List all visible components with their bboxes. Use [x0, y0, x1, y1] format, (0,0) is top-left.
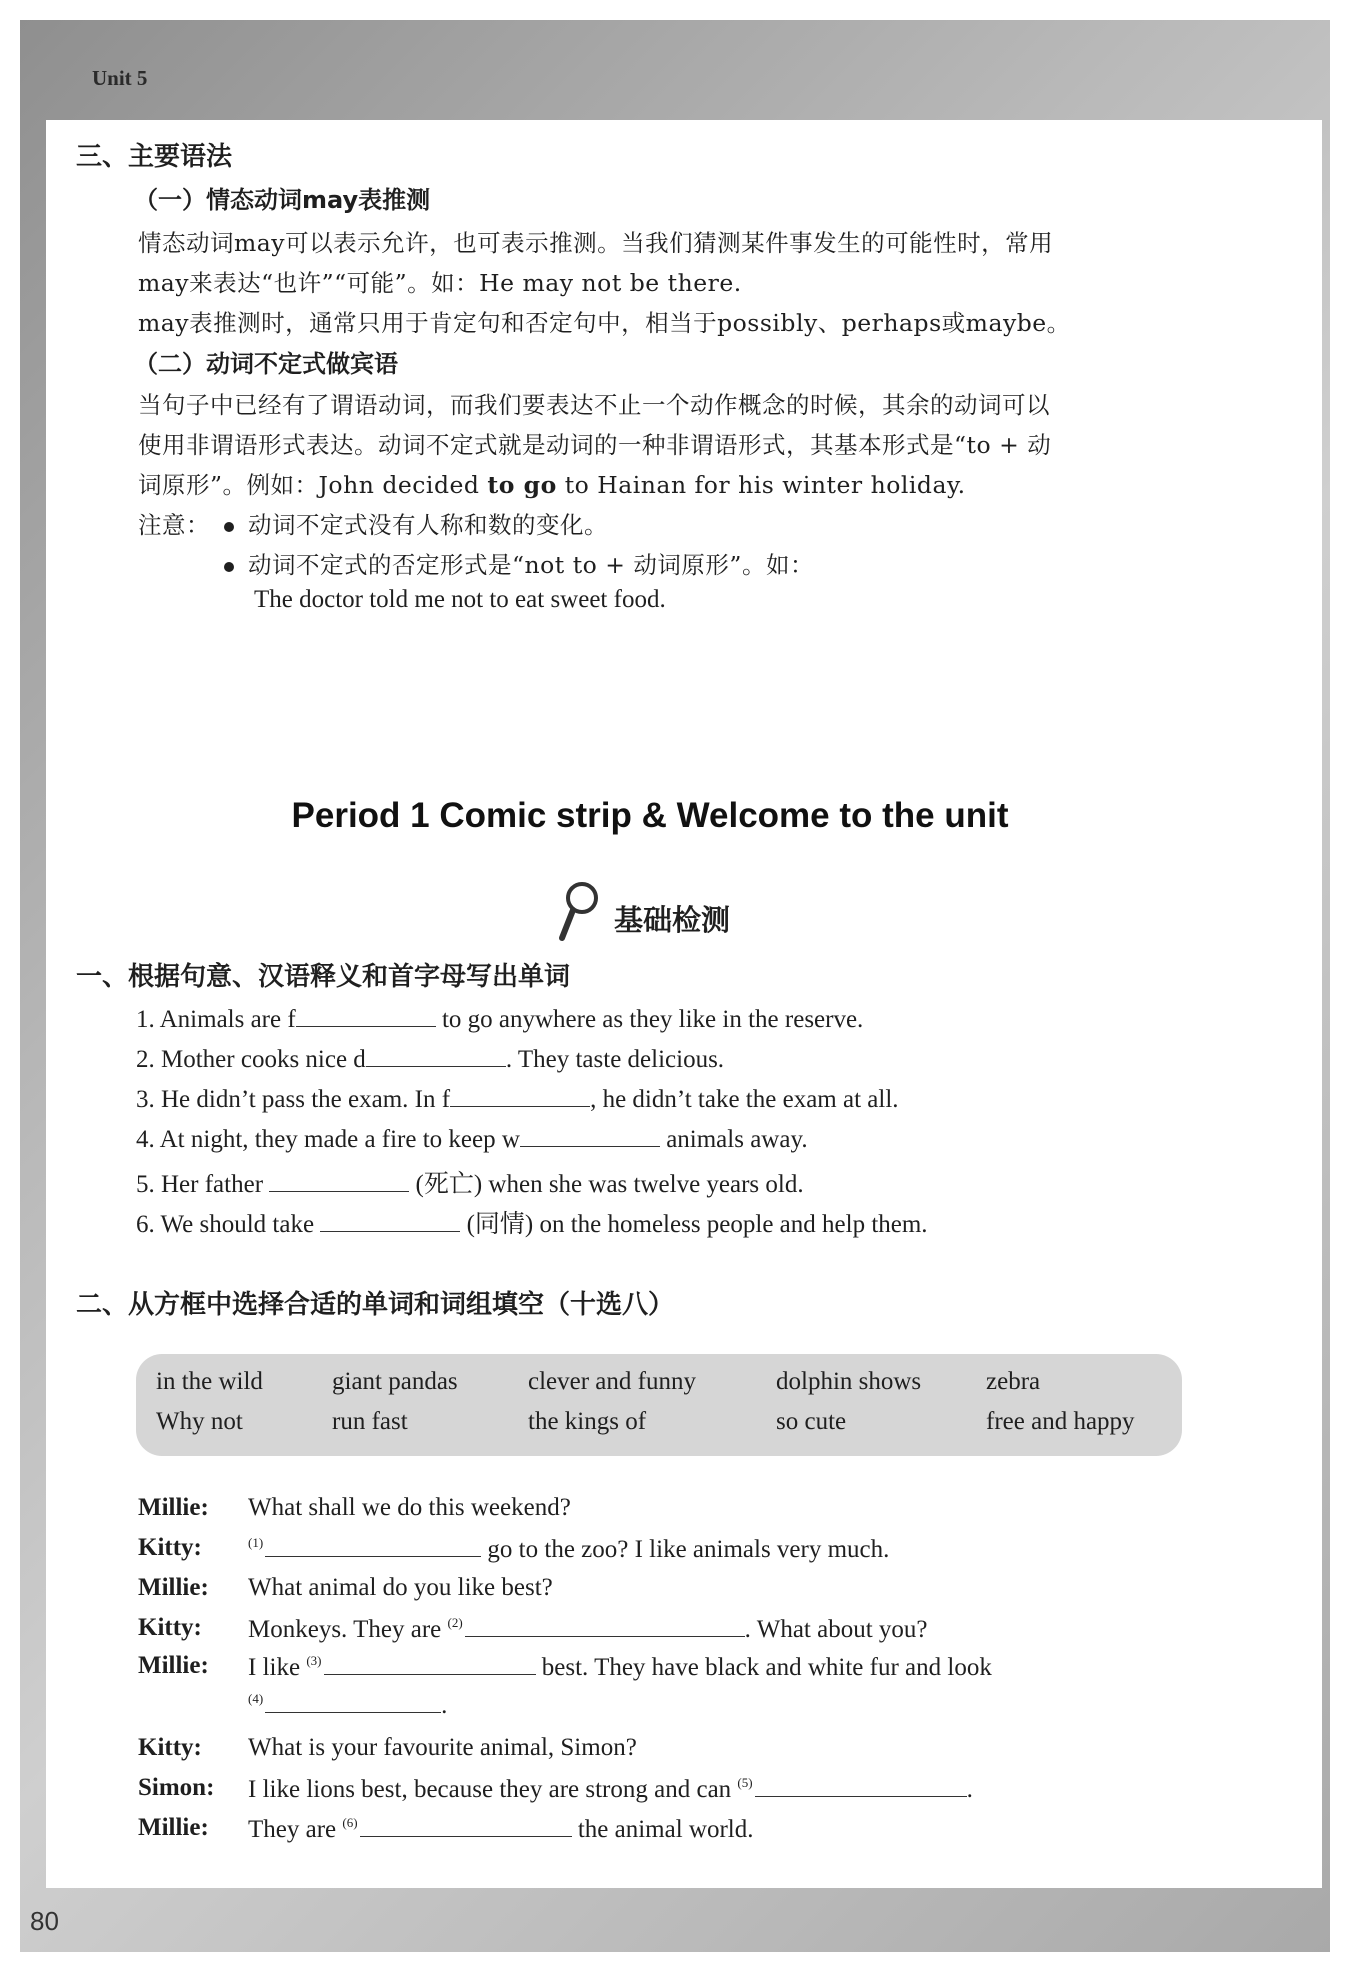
ex1-item-5-post: (死亡) when she was twelve years old. — [409, 1171, 804, 1198]
word-option: the kings of — [528, 1408, 647, 1435]
dialogue-line — [248, 1652, 992, 1682]
dialogue-line-post: go to the zoo? I like animals very much. — [481, 1536, 890, 1563]
dialogue-speaker: Millie: — [138, 1494, 209, 1521]
answer-blank[interactable] — [324, 1652, 536, 1675]
ex1-item-6 — [136, 1204, 928, 1240]
period-title: Period 1 Comic strip & Welcome to the unit — [291, 796, 1009, 835]
word-option: Why not — [156, 1408, 243, 1435]
dialogue-speaker: Kitty: — [138, 1534, 202, 1561]
dialogue-speaker: Millie: — [138, 1652, 209, 1679]
dialogue-line — [248, 1774, 973, 1804]
unit-label: Unit 5 — [92, 66, 148, 90]
dialogue-line-post: the animal world. — [571, 1816, 754, 1843]
dialogue-line — [248, 1690, 447, 1720]
grammar-title: 三、主要语法 — [76, 142, 233, 172]
ex1-item-4-post: animals away. — [659, 1126, 808, 1153]
note-item-2 — [224, 546, 814, 580]
word-option: free and happy — [986, 1408, 1135, 1435]
dialogue-speaker: Simon: — [138, 1774, 215, 1801]
dialogue-line-pre: Monkeys. They are — [248, 1616, 448, 1643]
dialogue-line-post: . What about you? — [744, 1616, 928, 1643]
note-item-1 — [224, 506, 608, 540]
answer-blank[interactable] — [360, 1814, 572, 1837]
dialogue-speaker: Kitty: — [138, 1734, 202, 1761]
ex1-item-2-pre: 2. Mother cooks nice d — [136, 1046, 366, 1073]
blank-number: (5) — [737, 1775, 753, 1790]
blank-number: (6) — [342, 1815, 358, 1830]
ex1-item-6-pre: 6. We should take — [136, 1211, 321, 1238]
grammar-inf-p3-bold: to go — [487, 471, 557, 499]
word-option: giant pandas — [332, 1368, 458, 1395]
dialogue-line: What shall we do this weekend? — [248, 1494, 571, 1521]
dialogue-line: What animal do you like best? — [248, 1574, 553, 1601]
answer-blank[interactable] — [269, 1169, 409, 1192]
ex1-item-6-post: (同情) on the homeless people and help them. — [460, 1211, 928, 1238]
grammar-may-p2: may来表达“也许”“可能”。如：He may not be there. — [138, 269, 742, 297]
word-box — [136, 1354, 1182, 1456]
dialogue-line — [248, 1614, 928, 1644]
answer-blank[interactable] — [520, 1124, 660, 1147]
note-label: 注意： — [138, 511, 210, 539]
dialogue-line-post: . — [441, 1692, 448, 1719]
grammar-inf-p3 — [138, 466, 966, 500]
ex1-item-3-post: , he didn’t take the exam at all. — [590, 1086, 899, 1113]
dialogue-line — [248, 1534, 889, 1564]
ex1-item-1-pre: 1. Animals are f — [136, 1006, 296, 1033]
ex1-item-5 — [136, 1164, 804, 1200]
answer-blank[interactable] — [755, 1774, 967, 1797]
grammar-inf-p2: 使用非谓语形式表达。动词不定式就是动词的一种非谓语形式，其基本形式是“to + 动 — [138, 431, 1052, 459]
ex1-item-2 — [136, 1044, 724, 1074]
ex1-item-2-post: . They taste delicious. — [505, 1046, 725, 1073]
ex1-item-3 — [136, 1084, 899, 1114]
answer-blank[interactable] — [465, 1614, 745, 1637]
page-number: 80 — [30, 1906, 59, 1936]
ex1-item-5-pre: 5. Her father — [136, 1171, 270, 1198]
blank-number: (4) — [248, 1691, 264, 1706]
note-example: The doctor told me not to eat sweet food. — [254, 586, 666, 613]
blank-number: (2) — [447, 1615, 463, 1630]
word-option: so cute — [776, 1408, 847, 1435]
answer-blank[interactable] — [296, 1004, 436, 1027]
bullet-icon — [224, 562, 234, 572]
dialogue-line: What is your favourite animal, Simon? — [248, 1734, 637, 1761]
grammar-may-p3: may表推测时，通常只用于肯定句和否定句中，相当于possibly、perhaps或maybe。 — [138, 309, 1071, 337]
exercise1-title: 一、根据句意、汉语释义和首字母写出单词 — [76, 962, 571, 992]
grammar-subtitle-may: （一）情态动词may表推测 — [134, 186, 431, 214]
blank-number: (1) — [248, 1535, 264, 1550]
word-option: dolphin shows — [776, 1368, 922, 1395]
dialogue-speaker: Kitty: — [138, 1614, 202, 1641]
grammar-inf-p1: 当句子中已经有了谓语动词，而我们要表达不止一个动作概念的时候，其余的动词可以 — [138, 391, 1050, 419]
note-item-2-text: 动词不定式的否定形式是“not to + 动词原形”。如： — [248, 551, 814, 579]
grammar-inf-p3-a: 词原形”。例如：John decided — [138, 471, 488, 499]
dialogue-speaker: Millie: — [138, 1814, 209, 1841]
ex1-item-4-pre: 4. At night, they made a fire to keep w — [136, 1126, 520, 1153]
dialogue-line-post: . — [966, 1776, 973, 1803]
grammar-subtitle-infinitive: （二）动词不定式做宾语 — [134, 350, 398, 378]
dialogue-line-post: best. They have black and white fur and look — [535, 1654, 992, 1681]
section-badge — [556, 880, 731, 940]
blank-number: (3) — [306, 1653, 322, 1668]
answer-blank[interactable] — [265, 1534, 481, 1557]
word-option: run fast — [332, 1408, 408, 1435]
note-item-1-text: 动词不定式没有人称和数的变化。 — [248, 511, 608, 539]
answer-blank[interactable] — [320, 1209, 460, 1232]
word-option: in the wild — [156, 1368, 263, 1395]
ex1-item-3-pre: 3. He didn’t pass the exam. In f — [136, 1086, 451, 1113]
ex1-item-1 — [136, 1004, 863, 1034]
grammar-inf-p3-c: to Hainan for his winter holiday. — [556, 471, 966, 499]
section-label: 基础检测 — [614, 903, 731, 937]
dialogue-line-pre: I like — [248, 1654, 307, 1681]
grammar-may-p1: 情态动词may可以表示允许，也可表示推测。当我们猜测某件事发生的可能性时，常用 — [138, 229, 1054, 257]
word-option: zebra — [986, 1368, 1041, 1395]
answer-blank[interactable] — [265, 1690, 441, 1713]
answer-blank[interactable] — [366, 1044, 506, 1067]
dialogue-line-pre: I like lions best, because they are strong and can — [248, 1776, 738, 1803]
bullet-icon — [224, 522, 234, 532]
ex1-item-1-post: to go anywhere as they like in the reserve. — [435, 1006, 864, 1033]
dialogue-line — [248, 1814, 753, 1844]
answer-blank[interactable] — [450, 1084, 590, 1107]
word-option: clever and funny — [528, 1368, 696, 1395]
ex1-item-4 — [136, 1124, 808, 1154]
dialogue-line-pre: They are — [248, 1816, 343, 1843]
dialogue-speaker: Millie: — [138, 1574, 209, 1601]
exercise2-title: 二、从方框中选择合适的单词和词组填空（十选八） — [76, 1290, 675, 1320]
magnifier-icon — [556, 880, 600, 942]
